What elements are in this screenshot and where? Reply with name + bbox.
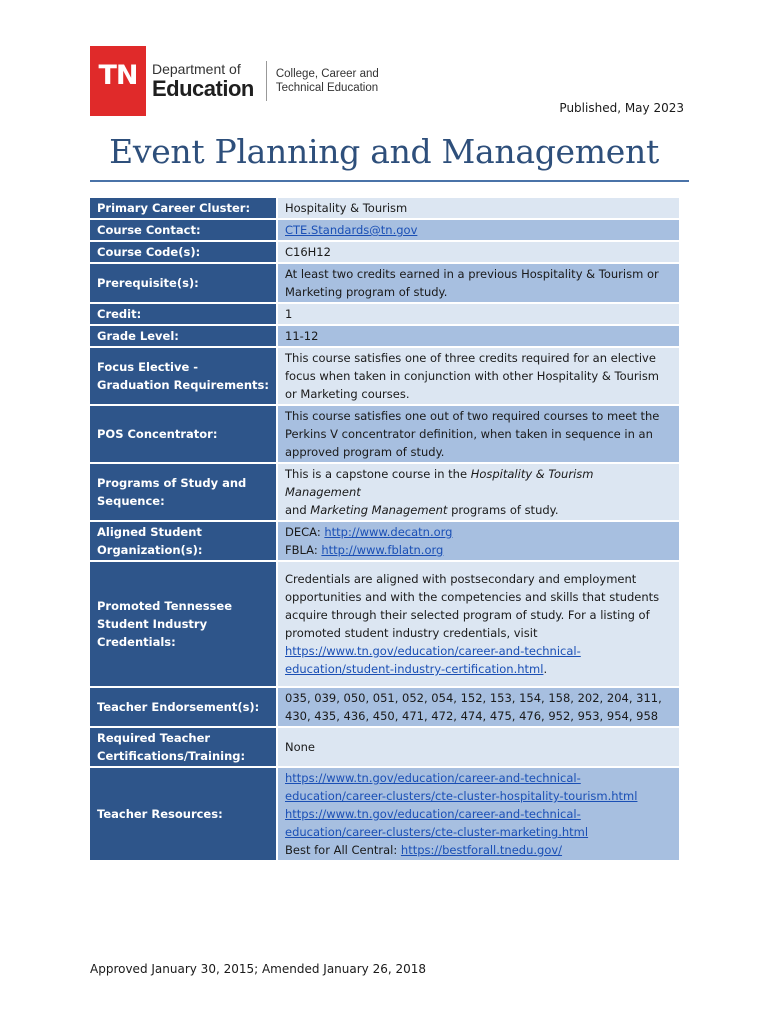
row-label: Teacher Resources: — [90, 768, 278, 860]
table-row-resources — [90, 768, 679, 860]
programs-text-3: programs of study. — [447, 503, 559, 517]
office-line-1: College, Career and — [275, 68, 379, 80]
table-row-credentials — [90, 562, 679, 686]
resource-link-marketing[interactable]: https://www.tn.gov/education/career-and-technical-education/career-clusters/cte-cluster-marketing.html — [285, 807, 589, 839]
tn-logo-mark: TN — [90, 46, 146, 116]
table-row-endorse — [90, 688, 679, 726]
row-label: Course Contact: — [90, 220, 278, 240]
department-name — [152, 61, 254, 101]
row-value: At least two credits earned in a previous Hospitality & Tourism or Marketing program of study. — [278, 264, 679, 302]
row-label: Grade Level: — [90, 326, 278, 346]
resource-link-hospitality[interactable]: https://www.tn.gov/education/career-and-technical-education/career-clusters/cte-cluster-hospitality-tourism.html — [285, 771, 638, 803]
approval-footer: Approved January 30, 2015; Amended January 26, 2018 — [90, 962, 427, 976]
table-row-cluster — [90, 198, 679, 218]
department-line-2: Education — [152, 76, 254, 101]
row-value — [278, 464, 679, 520]
deca-link[interactable]: http://www.decatn.org — [324, 525, 453, 539]
row-value — [278, 562, 679, 686]
credentials-suffix: . — [543, 662, 548, 676]
row-label: Course Code(s): — [90, 242, 278, 262]
contact-email-link[interactable]: CTE.Standards@tn.gov — [285, 223, 418, 237]
published-date: Published, May 2023 — [559, 101, 684, 115]
programs-emphasis-2: Marketing Management — [310, 503, 448, 517]
row-label: Credit: — [90, 304, 278, 324]
row-value: Hospitality & Tourism — [278, 198, 679, 218]
title-underline — [90, 180, 689, 182]
row-value — [278, 220, 679, 240]
row-value: 1 — [278, 304, 679, 324]
table-row-pos — [90, 406, 679, 462]
row-value: 11-12 — [278, 326, 679, 346]
course-info-table — [90, 196, 679, 862]
page-title: Event Planning and Management — [109, 132, 659, 171]
table-row-grade — [90, 326, 679, 346]
fbla-prefix: FBLA: — [285, 543, 322, 557]
logo-divider — [266, 61, 267, 101]
table-row-programs — [90, 464, 679, 520]
row-label: Focus Elective - Graduation Requirements: — [90, 348, 278, 404]
row-label: Primary Career Cluster: — [90, 198, 278, 218]
table-row-credit — [90, 304, 679, 324]
department-line-1: Department of — [152, 61, 241, 77]
row-label: Promoted Tennessee Student Industry Credentials: — [90, 562, 278, 686]
row-value: None — [278, 728, 679, 766]
office-line-2: Technical Education — [275, 82, 379, 94]
row-label: Required Teacher Certifications/Training: — [90, 728, 278, 766]
tn-doe-logo — [90, 46, 379, 116]
programs-emphasis-1: Hospitality & Tourism Management — [285, 467, 594, 499]
credentials-link[interactable]: https://www.tn.gov/education/career-and-technical-education/student-industry-certification.html — [285, 644, 581, 676]
row-label: POS Concentrator: — [90, 406, 278, 462]
row-value: This course satisfies one of three credits required for an elective focus when taken in conjunction with other Hospitality & Tourism or Marketing courses. — [278, 348, 679, 404]
table-row-focus — [90, 348, 679, 404]
office-name — [276, 67, 379, 95]
credentials-text: Credentials are aligned with postsecondary and employment opportunities and with the competencies and skills that students acquire through their selected program of study. For a listing of promoted student industry credentials, visit — [285, 572, 660, 640]
table-row-code — [90, 242, 679, 262]
bfa-prefix: Best for All Central: — [285, 843, 401, 857]
table-row-certs — [90, 728, 679, 766]
row-value: This course satisfies one out of two required courses to meet the Perkins V concentrator definition, when taken in sequence in an approved program of study. — [278, 406, 679, 462]
row-value: C16H12 — [278, 242, 679, 262]
row-label: Aligned Student Organization(s): — [90, 522, 278, 560]
row-value — [278, 522, 679, 560]
fbla-link[interactable]: http://www.fblatn.org — [321, 543, 444, 557]
table-row-orgs — [90, 522, 679, 560]
table-row-prereq — [90, 264, 679, 302]
row-value — [278, 768, 679, 860]
row-label: Teacher Endorsement(s): — [90, 688, 278, 726]
deca-prefix: DECA: — [285, 525, 325, 539]
programs-text-1: This is a capstone course in the — [285, 467, 471, 481]
row-label: Prerequisite(s): — [90, 264, 278, 302]
programs-text-2: and — [285, 503, 311, 517]
row-label: Programs of Study and Sequence: — [90, 464, 278, 520]
bfa-link[interactable]: https://bestforall.tnedu.gov/ — [400, 843, 563, 857]
row-value: 035, 039, 050, 051, 052, 054, 152, 153, 154, 158, 202, 204, 311, 430, 435, 436, 450, 471, 472, 474, 475, 476, 952, 953, 954, 958 — [278, 688, 679, 726]
table-row-contact — [90, 220, 679, 240]
